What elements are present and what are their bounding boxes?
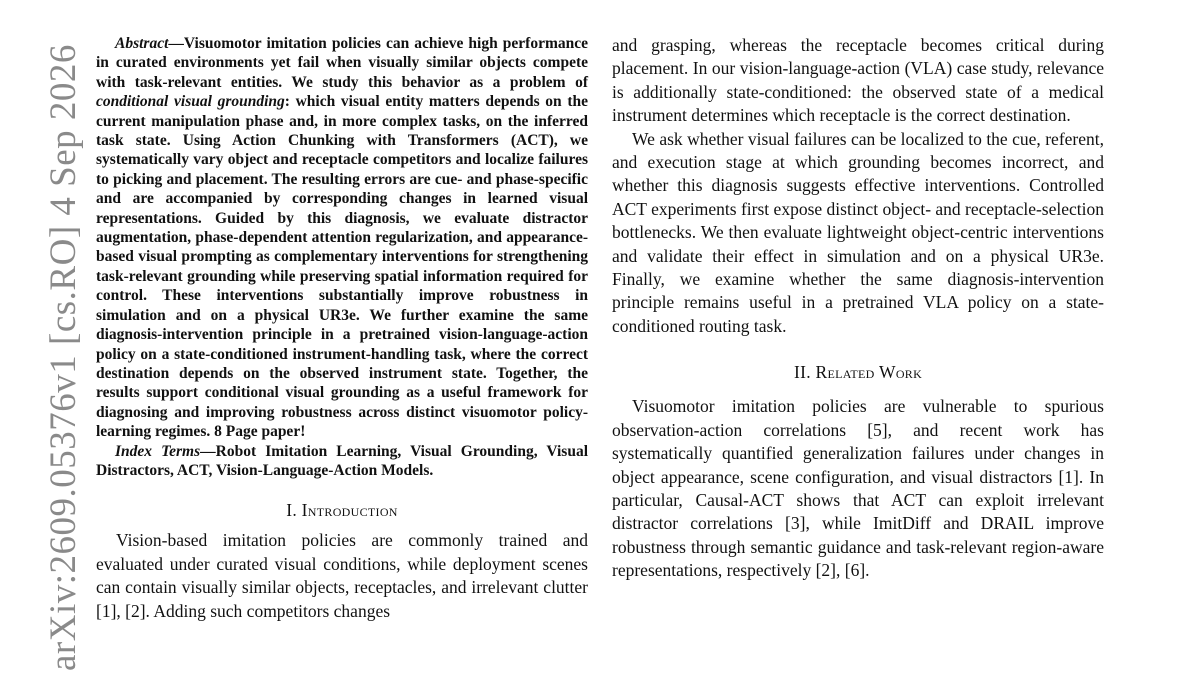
related-work-heading: II. Related Work	[793, 362, 923, 383]
index-terms-paragraph	[96, 442, 588, 481]
abstract-dash: —	[168, 35, 184, 52]
index-terms-text: Robot Imitation Learning, Visual Grounding, Visual Distractors, ACT, Vision-Language-Action Models.	[96, 442, 589, 479]
index-terms-label: Index Terms	[115, 442, 201, 460]
abstract-emphasis: conditional visual grounding	[96, 93, 285, 111]
related-work-paragraph: Visuomotor imitation policies are vulnerable to spurious observation-action correlations [5], and recent work has systematically quantified generalization failures under changes in object appearance, scene configuration, and visual distractors [1]. In particular, Causal-ACT shows that ACT can exploit irrelevant distractor correlations [3], while ImitDiff and DRAIL improve robustness through semantic guidance and task-relevant region-aware representations, respectively [2], [6].	[612, 396, 1104, 581]
abstract-text-part1: Visuomotor imitation policies can achieve high performance in curated environments yet fail when visually similar objects compete with task-relevant entities. We study this behavior as a problem of	[96, 35, 588, 91]
abstract-text-part2: : which visual entity matters depends on the current manipulation phase and, in more complex tasks, on the inferred task state. Using Action Chunking with Transformers (ACT), we systematically vary object and receptacle competitors and localize failures to picking and placement. The resulting errors are cue- and phase-specific and are accompanied by corresponding changes in learned visual representations. Guided by this diagnosis, we evaluate distractor augmentation, phase-dependent attention regularization, and appearance-based visual prompting as complementary interventions for strengthening task-relevant grounding while preserving spatial information required for control. These interventions substantially improve robustness in simulation and on a physical UR3e. We further examine the same diagnosis-intervention principle in a pretrained vision-language-action policy on a state-conditioned instrument-handling task, where the correct destination depends on the observed instrument state. Together, the results support conditional visual grounding as a useful framework for diagnosing and improving robustness across distinct visuomotor policy-learning regimes. 8 Page paper!	[96, 93, 588, 441]
left-column	[96, 34, 588, 623]
introduction-heading: I. Introduction	[286, 500, 398, 521]
introduction-paragraph: Vision-based imitation policies are commonly trained and evaluated under curated visual conditions, while deployment scenes can contain visually similar objects, receptacles, and irrelevant clutter [1], [2]. Adding such competitors changes	[96, 530, 588, 621]
index-terms-dash: —	[200, 442, 216, 460]
abstract-paragraph	[96, 34, 588, 442]
arxiv-identifier-stamp: arXiv:2609.05376v1 [cs.RO] 4 Sep 2026	[42, 44, 84, 671]
abstract-label: Abstract	[115, 35, 169, 52]
continued-paragraph: and grasping, whereas the receptacle becomes critical during placement. In our vision-language-action (VLA) case study, relevance is additionally state-conditioned: the observed state of a medical instrument determines which receptacle is the correct destination.	[612, 35, 1104, 126]
right-column	[612, 34, 1104, 583]
research-question-paragraph: We ask whether visual failures can be localized to the cue, referent, and execution stage at which grounding becomes incorrect, and whether this diagnosis suggests effective interventions. Controlled ACT experiments first expose distinct object- and receptacle-selection bottlenecks. We then evaluate lightweight object-centric interventions and validate their effect in simulation and on a physical UR3e. Finally, we examine whether the same diagnosis-intervention principle remains useful in a pretrained VLA policy on a state-conditioned routing task.	[612, 128, 1104, 336]
